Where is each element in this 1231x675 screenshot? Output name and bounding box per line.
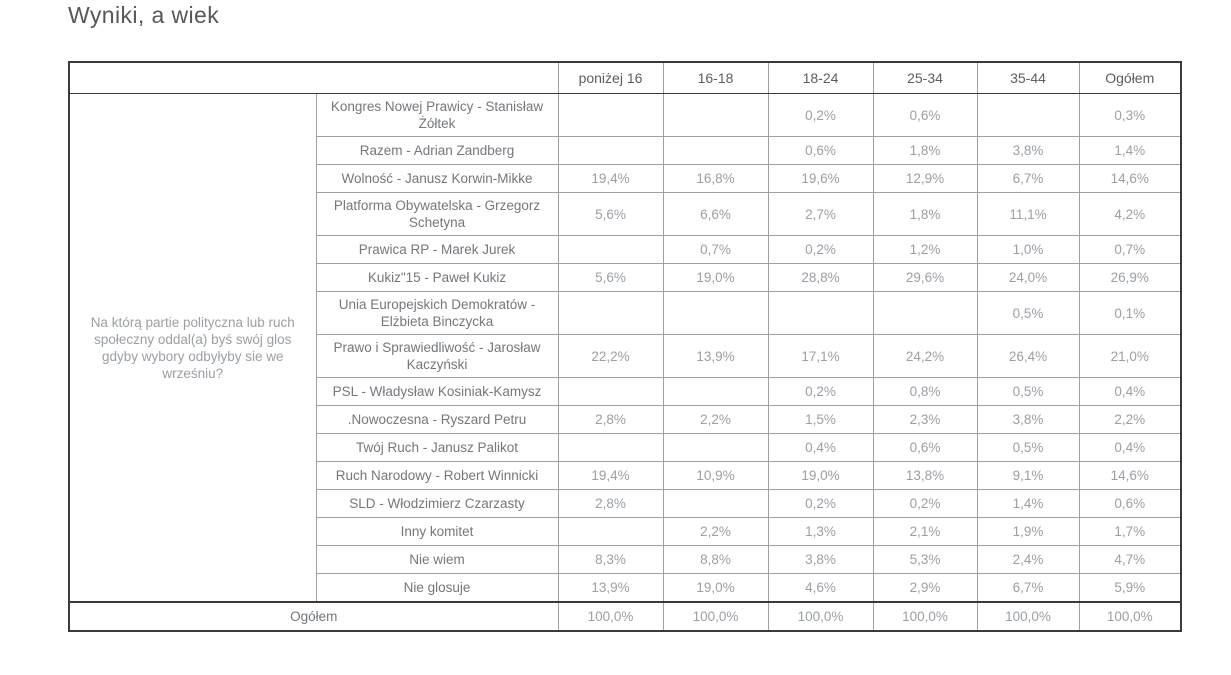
value-cell: 5,6% xyxy=(558,193,663,236)
value-cell: 0,2% xyxy=(768,236,873,264)
value-cell: 2,3% xyxy=(873,406,977,434)
page-title: Wyniki, a wiek xyxy=(68,2,220,28)
age-column-header: 16-18 xyxy=(663,62,768,94)
value-cell: 0,6% xyxy=(768,137,873,165)
total-value-cell: 100,0% xyxy=(977,602,1079,631)
value-cell: 29,6% xyxy=(873,264,977,292)
value-cell: 0,6% xyxy=(873,94,977,137)
value-cell: 0,6% xyxy=(873,434,977,462)
value-cell: 0,5% xyxy=(977,434,1079,462)
value-cell: 8,8% xyxy=(663,546,768,574)
value-cell: 26,9% xyxy=(1079,264,1181,292)
value-cell: 0,2% xyxy=(768,94,873,137)
age-column-header: 18-24 xyxy=(768,62,873,94)
value-cell: 0,2% xyxy=(873,490,977,518)
value-cell: 1,7% xyxy=(1079,518,1181,546)
value-cell: 1,3% xyxy=(768,518,873,546)
value-cell: 10,9% xyxy=(663,462,768,490)
value-cell: 1,8% xyxy=(873,137,977,165)
party-label-cell: Twój Ruch - Janusz Palikot xyxy=(316,434,558,462)
value-cell: 0,1% xyxy=(1079,292,1181,335)
value-cell: 14,6% xyxy=(1079,462,1181,490)
table-row xyxy=(69,94,1181,137)
party-label-cell: Kongres Nowej Prawicy - Stanisław Żółtek xyxy=(316,94,558,137)
value-cell xyxy=(873,292,977,335)
header-row xyxy=(69,62,1181,94)
table-body xyxy=(69,94,1181,603)
party-label-cell: Prawica RP - Marek Jurek xyxy=(316,236,558,264)
value-cell: 17,1% xyxy=(768,335,873,378)
value-cell: 2,2% xyxy=(663,406,768,434)
value-cell xyxy=(977,94,1079,137)
value-cell: 2,1% xyxy=(873,518,977,546)
value-cell: 28,8% xyxy=(768,264,873,292)
value-cell: 0,6% xyxy=(1079,490,1181,518)
value-cell: 5,6% xyxy=(558,264,663,292)
value-cell xyxy=(663,378,768,406)
value-cell: 0,4% xyxy=(1079,378,1181,406)
value-cell xyxy=(558,292,663,335)
value-cell: 24,0% xyxy=(977,264,1079,292)
value-cell xyxy=(768,292,873,335)
party-label-cell: Razem - Adrian Zandberg xyxy=(316,137,558,165)
results-table xyxy=(68,61,1182,632)
total-value-cell: 100,0% xyxy=(768,602,873,631)
value-cell: 0,7% xyxy=(663,236,768,264)
value-cell: 0,5% xyxy=(977,292,1079,335)
value-cell: 1,5% xyxy=(768,406,873,434)
value-cell: 3,8% xyxy=(768,546,873,574)
value-cell: 6,7% xyxy=(977,165,1079,193)
value-cell: 6,6% xyxy=(663,193,768,236)
value-cell: 24,2% xyxy=(873,335,977,378)
value-cell: 19,6% xyxy=(768,165,873,193)
value-cell: 19,0% xyxy=(663,264,768,292)
value-cell: 1,9% xyxy=(977,518,1079,546)
value-cell: 13,8% xyxy=(873,462,977,490)
value-cell: 0,2% xyxy=(768,490,873,518)
value-cell xyxy=(663,434,768,462)
age-column-header: 25-34 xyxy=(873,62,977,94)
party-label-cell: Prawo i Sprawiedliwość - Jarosław Kaczyński xyxy=(316,335,558,378)
footer-total-label: Ogółem xyxy=(69,602,558,631)
party-label-cell: Unia Europejskich Demokratów - Elżbieta Binczycka xyxy=(316,292,558,335)
total-value-cell: 100,0% xyxy=(1079,602,1181,631)
value-cell: 2,4% xyxy=(977,546,1079,574)
party-label-cell: .Nowoczesna - Ryszard Petru xyxy=(316,406,558,434)
party-label-cell: SLD - Włodzimierz Czarzasty xyxy=(316,490,558,518)
value-cell: 0,4% xyxy=(1079,434,1181,462)
value-cell xyxy=(558,137,663,165)
value-cell: 1,4% xyxy=(1079,137,1181,165)
age-column-header: Ogółem xyxy=(1079,62,1181,94)
value-cell: 1,8% xyxy=(873,193,977,236)
value-cell: 8,3% xyxy=(558,546,663,574)
value-cell: 4,2% xyxy=(1079,193,1181,236)
value-cell: 6,7% xyxy=(977,574,1079,603)
party-label-cell: Nie glosuje xyxy=(316,574,558,603)
value-cell: 13,9% xyxy=(558,574,663,603)
value-cell: 2,9% xyxy=(873,574,977,603)
value-cell: 5,3% xyxy=(873,546,977,574)
value-cell: 2,2% xyxy=(663,518,768,546)
value-cell: 3,8% xyxy=(977,406,1079,434)
value-cell xyxy=(558,378,663,406)
age-column-header: poniżej 16 xyxy=(558,62,663,94)
party-label-cell: Kukiz"15 - Paweł Kukiz xyxy=(316,264,558,292)
question-cell: Na którą partie polityczna lub ruch społeczny oddal(a) byś swój glos gdyby wybory odbyłyby sie we wrześniu? xyxy=(69,94,316,603)
total-value-cell: 100,0% xyxy=(663,602,768,631)
value-cell: 21,0% xyxy=(1079,335,1181,378)
value-cell: 19,4% xyxy=(558,165,663,193)
value-cell xyxy=(558,236,663,264)
value-cell: 19,0% xyxy=(663,574,768,603)
value-cell xyxy=(558,518,663,546)
value-cell: 9,1% xyxy=(977,462,1079,490)
party-label-cell: Platforma Obywatelska - Grzegorz Schetyna xyxy=(316,193,558,236)
party-label-cell: Wolność - Janusz Korwin-Mikke xyxy=(316,165,558,193)
value-cell: 0,4% xyxy=(768,434,873,462)
party-label-cell: Ruch Narodowy - Robert Winnicki xyxy=(316,462,558,490)
value-cell: 2,2% xyxy=(1079,406,1181,434)
value-cell: 26,4% xyxy=(977,335,1079,378)
value-cell: 0,8% xyxy=(873,378,977,406)
total-value-cell: 100,0% xyxy=(873,602,977,631)
value-cell: 12,9% xyxy=(873,165,977,193)
value-cell: 19,0% xyxy=(768,462,873,490)
value-cell: 11,1% xyxy=(977,193,1079,236)
total-value-cell: 100,0% xyxy=(558,602,663,631)
corner-cell xyxy=(69,62,558,94)
value-cell: 3,8% xyxy=(977,137,1079,165)
party-label-cell: Inny komitet xyxy=(316,518,558,546)
value-cell: 13,9% xyxy=(663,335,768,378)
value-cell xyxy=(558,94,663,137)
party-label-cell: PSL - Władysław Kosiniak-Kamysz xyxy=(316,378,558,406)
value-cell: 0,5% xyxy=(977,378,1079,406)
value-cell: 0,7% xyxy=(1079,236,1181,264)
value-cell xyxy=(663,490,768,518)
value-cell: 19,4% xyxy=(558,462,663,490)
age-column-header: 35-44 xyxy=(977,62,1079,94)
value-cell: 2,7% xyxy=(768,193,873,236)
value-cell: 14,6% xyxy=(1079,165,1181,193)
value-cell: 0,3% xyxy=(1079,94,1181,137)
value-cell xyxy=(663,94,768,137)
value-cell: 1,4% xyxy=(977,490,1079,518)
value-cell: 22,2% xyxy=(558,335,663,378)
value-cell: 4,7% xyxy=(1079,546,1181,574)
value-cell xyxy=(663,137,768,165)
value-cell xyxy=(663,292,768,335)
value-cell xyxy=(558,434,663,462)
value-cell: 1,2% xyxy=(873,236,977,264)
value-cell: 5,9% xyxy=(1079,574,1181,603)
value-cell: 2,8% xyxy=(558,406,663,434)
value-cell: 1,0% xyxy=(977,236,1079,264)
footer-row xyxy=(69,602,1181,631)
value-cell: 0,2% xyxy=(768,378,873,406)
value-cell: 16,8% xyxy=(663,165,768,193)
value-cell: 4,6% xyxy=(768,574,873,603)
party-label-cell: Nie wiem xyxy=(316,546,558,574)
value-cell: 2,8% xyxy=(558,490,663,518)
